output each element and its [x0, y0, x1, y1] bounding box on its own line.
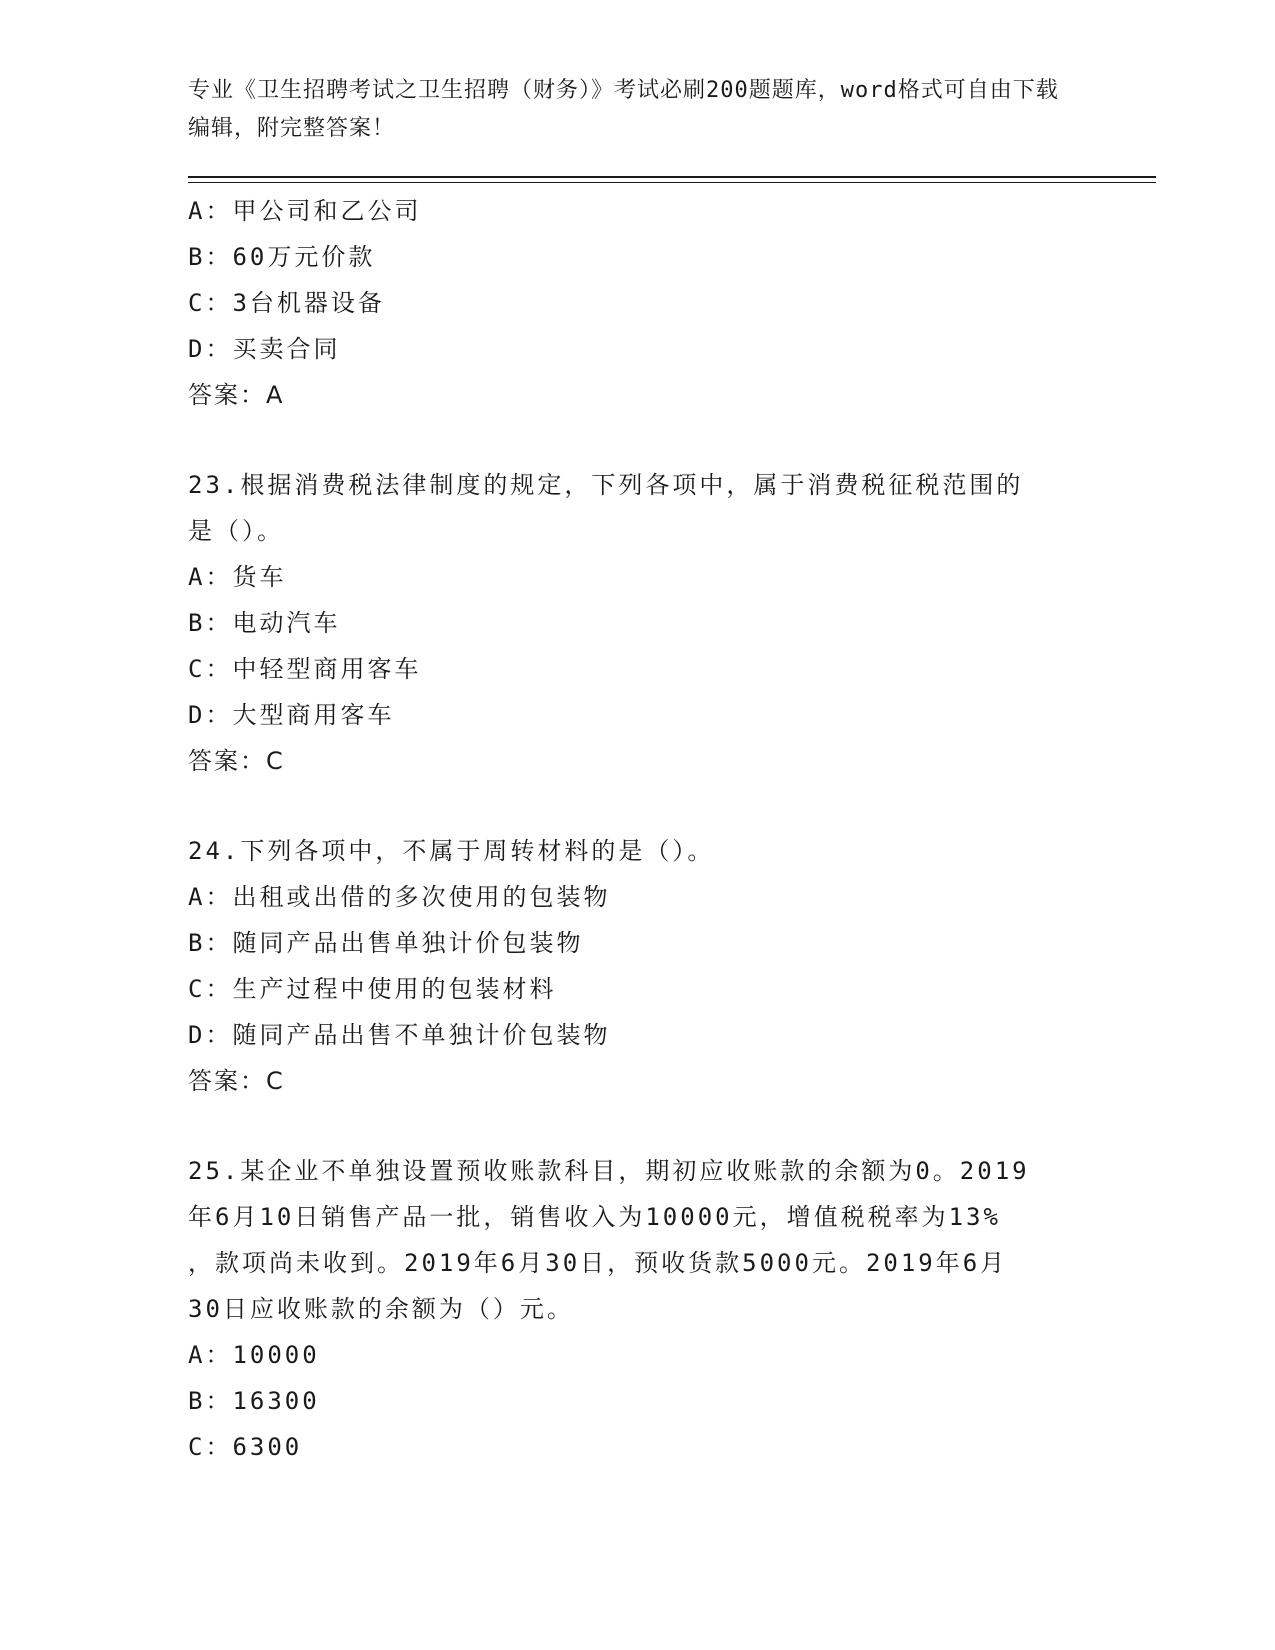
- option-d: D：大型商用客车: [188, 701, 395, 729]
- question-block-25: [188, 1148, 1088, 1470]
- option-c: C：生产过程中使用的包装材料: [188, 975, 557, 1003]
- answer-line: 答案：C: [188, 1067, 285, 1095]
- option-a: A：10000: [188, 1341, 320, 1369]
- option-d: D：随同产品出售不单独计价包装物: [188, 1021, 611, 1049]
- option-c: C：3台机器设备: [188, 289, 385, 317]
- question-list: [188, 188, 1088, 1470]
- document-header: 专业《卫生招聘考试之卫生招聘（财务）》考试必刷200题题库，word格式可自由下载编辑，附完整答案！: [188, 78, 1059, 141]
- question-stem-line: ，款项尚未收到。2019年6月30日，预收货款5000元。2019年6月: [188, 1249, 1008, 1277]
- spacer: [188, 784, 1088, 828]
- question-stem-line: 年6月10日销售产品一批，销售收入为10000元，增值税税率为13%: [188, 1203, 1001, 1231]
- question-stem-line: 23.根据消费税法律制度的规定，下列各项中，属于消费税征税范围的: [188, 471, 1024, 499]
- question-stem-line: 30日应收账款的余额为（）元。: [188, 1295, 574, 1323]
- option-b: B：16300: [188, 1387, 320, 1415]
- question-block-prev: [188, 188, 1088, 418]
- option-a: A：甲公司和乙公司: [188, 197, 422, 225]
- question-stem-line: 是（）。: [188, 517, 284, 545]
- question-block-24: [188, 828, 1088, 1104]
- question-stem-line: 25.某企业不单独设置预收账款科目，期初应收账款的余额为0。2019: [188, 1157, 1030, 1185]
- option-a: A：出租或出借的多次使用的包装物: [188, 883, 611, 911]
- question-stem-line: 24.下列各项中，不属于周转材料的是（）。: [188, 837, 715, 865]
- answer-line: 答案：C: [188, 747, 285, 775]
- option-c: C：6300: [188, 1433, 303, 1461]
- option-a: A：货车: [188, 563, 287, 591]
- option-b: B：60万元价款: [188, 243, 376, 271]
- spacer: [188, 1104, 1088, 1148]
- option-b: B：电动汽车: [188, 609, 341, 637]
- question-block-23: [188, 462, 1088, 784]
- option-b: B：随同产品出售单独计价包装物: [188, 929, 584, 957]
- header-rule-thick: [188, 176, 1156, 178]
- option-d: D：买卖合同: [188, 335, 341, 363]
- answer-line: 答案：A: [188, 381, 285, 409]
- option-c: C：中轻型商用客车: [188, 655, 422, 683]
- header-rule-thin: [188, 182, 1156, 183]
- spacer: [188, 418, 1088, 462]
